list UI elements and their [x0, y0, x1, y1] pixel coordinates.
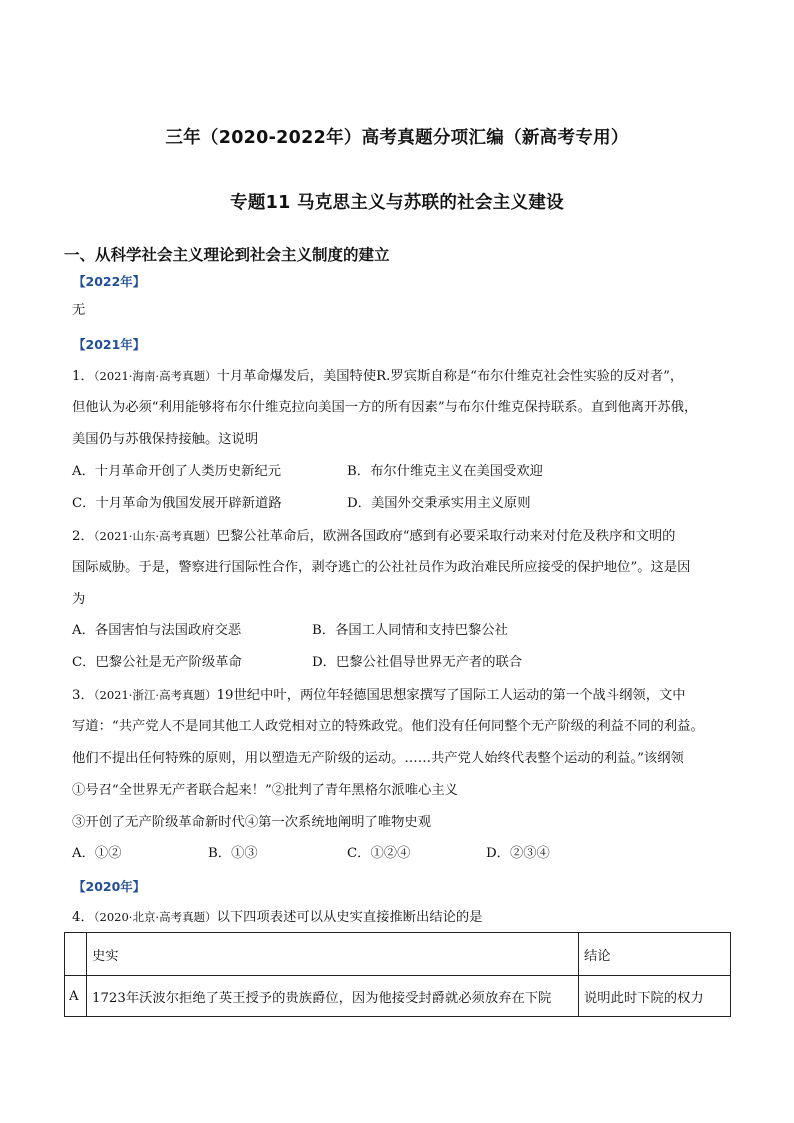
question-text: 巴黎公社革命后，欧洲各国政府“感到有必要采取行动来对付危及秩序和文明的: [216, 529, 676, 544]
question-source: （2020·北京·高考真题）: [93, 910, 217, 924]
document-title: 三年（2020-2022年）高考真题分项汇编（新高考专用）: [165, 128, 629, 148]
question-1-line-2: 但他认为必须“利用能够将布尔什维克拉向美国一方的所有因素”与布尔什维克保持联系。直到他离开苏俄，: [72, 400, 698, 415]
q1-option-c: C．十月革命为俄国发展开辟新道路: [72, 496, 282, 511]
question-2-line-3: 为: [72, 592, 86, 607]
question-3-line-5: ③开创了无产阶级革命新时代④第一次系统地阐明了唯物史观: [72, 815, 432, 830]
row-fact: 1723年沃波尔拒绝了英王授予的贵族爵位，因为他接受封爵就必须放弃在下院: [87, 976, 579, 1017]
row-conclusion: 说明此时下院的权力: [579, 976, 731, 1017]
question-3-line-4: ①号召“全世界无产者联合起来！”②批判了青年黑格尔派唯心主义: [72, 783, 458, 798]
q2-option-c: C．巴黎公社是无产阶级革命: [72, 655, 242, 670]
question-number: 4．: [72, 910, 94, 925]
question-4-line-1: [72, 908, 483, 927]
table-header-row: [65, 933, 731, 976]
question-source: （2021·海南·高考真题）: [93, 369, 217, 383]
row-label: A: [65, 976, 87, 1017]
year-heading-2022: 【2022年】: [73, 274, 146, 289]
question-number: 1．: [72, 369, 94, 384]
year-heading-2020: 【2020年】: [73, 879, 146, 894]
question-source: （2021·山东·高考真题）: [93, 529, 217, 543]
question-number: 2．: [72, 529, 94, 544]
question-3-line-2: 写道：“共产党人不是同其他工人政党相对立的特殊政党。他们没有任何同整个无产阶级的利益不同的利益。: [72, 719, 704, 734]
q1-option-a: A．十月革命开创了人类历史新纪元: [72, 464, 282, 479]
question-text: 十月革命爆发后，美国特使R.罗宾斯自称是“布尔什维克社会性实验的反对者”，: [216, 369, 684, 384]
q1-option-b: B．布尔什维克主义在美国受欢迎: [347, 464, 543, 479]
year-heading-2021: 【2021年】: [73, 337, 146, 352]
none-text: 无: [72, 303, 86, 318]
q3-option-c: C．①②④: [347, 846, 411, 861]
section-heading: 一、从科学社会主义理论到社会主义制度的建立: [64, 246, 390, 264]
question-3-line-3: 他们不提出任何特殊的原则，用以塑造无产阶级的运动。……共产党人始终代表整个运动的利益。”该纲领: [72, 751, 684, 766]
question-3-line-1: [72, 686, 686, 705]
question-text: 19世纪中叶，两位年轻德国思想家撰写了国际工人运动的第一个战斗纲领，文中: [216, 688, 686, 703]
q2-option-a: A．各国害怕与法国政府交恶: [72, 623, 242, 638]
q3-option-b: B．①③: [208, 846, 258, 861]
question-text: 以下四项表述可以从史实直接推断出结论的是: [216, 910, 483, 925]
question-1-line-1: [72, 367, 683, 386]
question-2-line-1: [72, 527, 675, 546]
question-2-line-2: 国际威胁。于是，警察进行国际性合作，剥夺逃亡的公社社员作为政治难民所应接受的保护地位”。这是因: [72, 560, 691, 575]
question-1-line-3: 美国仍与苏俄保持接触。这说明: [72, 432, 259, 447]
history-table: [64, 932, 731, 1017]
q3-option-d: D．②③④: [486, 846, 550, 861]
table-header-blank: [65, 933, 87, 976]
q3-option-a: A．①②: [72, 846, 122, 861]
table-header-fact: 史实: [87, 933, 579, 976]
q2-option-d: D．巴黎公社倡导世界无产者的联合: [312, 655, 523, 670]
q1-option-d: D．美国外交秉承实用主义原则: [347, 496, 531, 511]
table-header-conclusion: 结论: [579, 933, 731, 976]
question-number: 3．: [72, 688, 94, 703]
table-row: [65, 976, 731, 1017]
q2-option-b: B．各国工人同情和支持巴黎公社: [312, 623, 508, 638]
question-source: （2021·浙江·高考真题）: [93, 688, 217, 702]
topic-subtitle: 专题11 马克思主义与苏联的社会主义建设: [230, 193, 564, 213]
